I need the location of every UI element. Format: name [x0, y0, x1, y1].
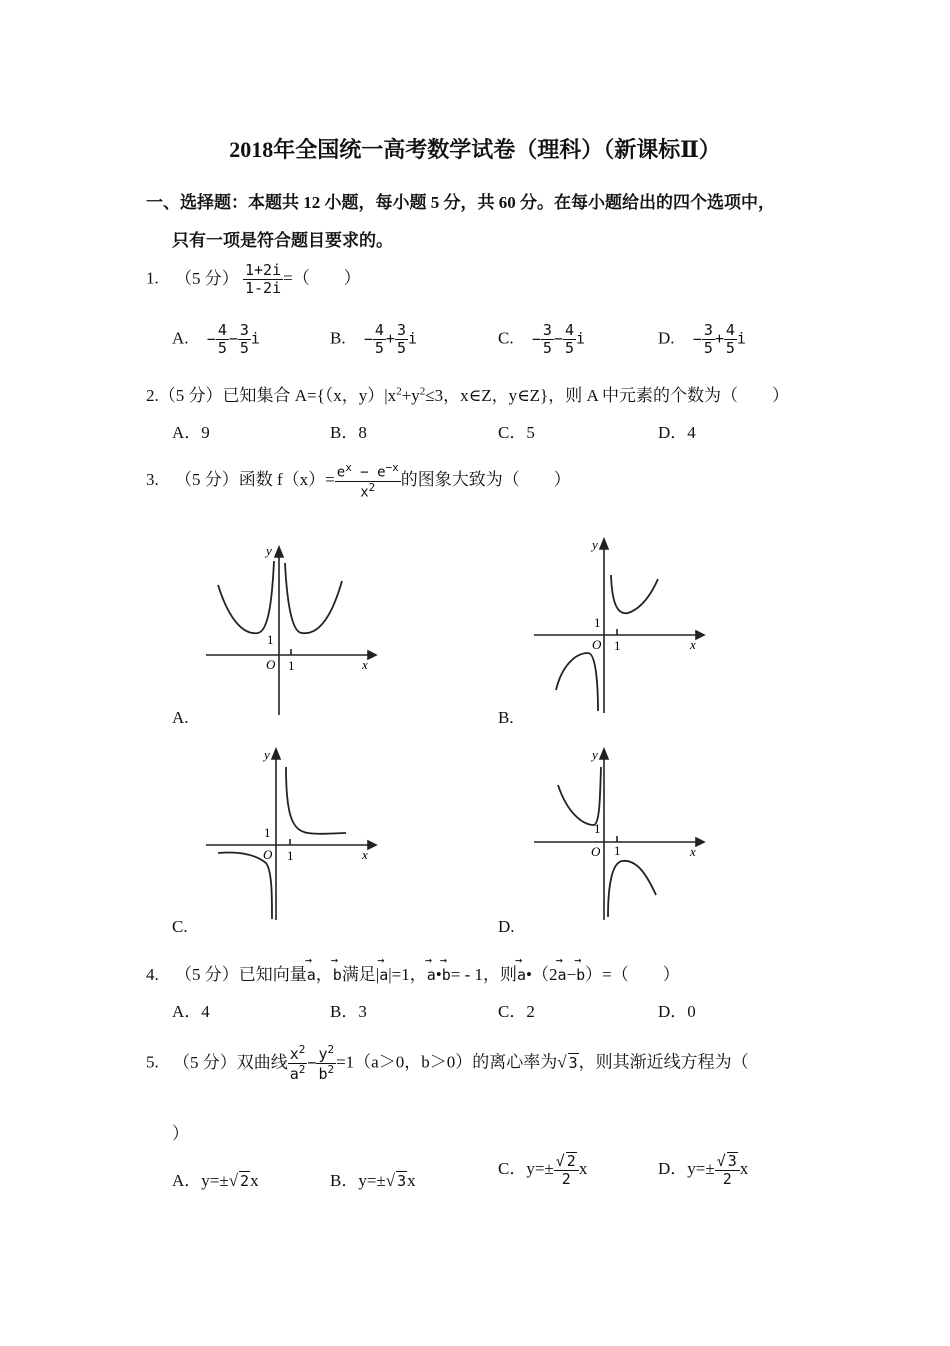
sign: − [531, 329, 541, 348]
fraction [216, 322, 229, 358]
q3-score: （5 分） [175, 470, 239, 490]
tick-y-1: 1 [594, 615, 601, 630]
option-label: C. [498, 328, 514, 348]
sign: − [692, 329, 702, 348]
vector-a: → a [558, 966, 567, 984]
origin-label: O [266, 657, 276, 672]
vector-a: → a [307, 966, 316, 984]
q3-tail: 的图象大致为（ ） [400, 470, 571, 490]
numerator: 3 [703, 321, 713, 339]
exponent: 2 [298, 1043, 306, 1056]
vector-b: → b [576, 966, 585, 984]
expr: y=± [358, 1171, 386, 1190]
graph-c[interactable] [200, 745, 380, 925]
q2-option-a[interactable]: A．9 [172, 423, 210, 442]
minus: − [566, 965, 577, 984]
q3-lead: 函数 f（x）= [238, 470, 335, 490]
denominator: 5 [374, 339, 384, 358]
y-axis-arrow [272, 749, 280, 759]
question-3 [146, 462, 571, 501]
curve-left [558, 767, 601, 825]
q2-sup: 2 [419, 385, 426, 398]
radicand: 3 [397, 1172, 407, 1190]
x-axis-arrow [368, 841, 376, 849]
origin-label: O [592, 637, 602, 652]
vector-a: → a [427, 966, 436, 984]
q2-text: ≤3，x∈Z，y∈Z}，则 A 中元素的个数为（ ） [425, 386, 790, 405]
denominator: 5 [396, 339, 406, 358]
exponent: 2 [327, 1043, 335, 1056]
graph-c-label: C. [172, 917, 188, 936]
vector-a: → a [379, 966, 388, 984]
option-label: B． [330, 1171, 359, 1190]
numerator: 3 [542, 321, 552, 339]
option-label: D. [658, 328, 675, 348]
x-axis-arrow [696, 838, 704, 846]
exponent: −x [385, 461, 399, 474]
y-axis-arrow [600, 539, 608, 549]
q3-numerator [335, 462, 401, 482]
numerator [288, 1044, 308, 1064]
numerator: 4 [725, 321, 735, 339]
sqrt-sign: √ [557, 1052, 567, 1072]
curve-right [608, 861, 656, 917]
fraction [563, 322, 576, 358]
q4-option-c[interactable]: C．2 [498, 1002, 535, 1021]
curve-right [286, 767, 346, 834]
y-axis-arrow [275, 547, 283, 557]
q2-option-d[interactable]: D．4 [658, 423, 696, 442]
tick-x-1: 1 [287, 848, 294, 863]
q1-numerator: 1+2i [245, 261, 282, 279]
fraction-y2-b2 [316, 1044, 336, 1084]
q2-text: 2.（5 分）已知集合 A={（x，y）|x [146, 386, 397, 405]
tick-x-1: 1 [614, 638, 621, 653]
numerator: 4 [374, 321, 384, 339]
q1-option-b[interactable] [330, 322, 417, 358]
q5-option-c[interactable] [498, 1152, 587, 1189]
q1-tail: =（ ） [283, 268, 361, 288]
q1-option-c[interactable] [498, 322, 585, 358]
q5-option-b[interactable] [330, 1166, 416, 1191]
curve-left [218, 561, 274, 633]
fraction [541, 322, 554, 358]
curve-left [556, 653, 598, 711]
b: b [318, 1065, 328, 1084]
numerator: 3 [396, 321, 406, 339]
q1-option-a[interactable] [172, 322, 260, 358]
imag-unit: i [407, 329, 417, 348]
fraction [238, 322, 251, 358]
origin-label: O [591, 844, 601, 859]
denominator: 5 [217, 339, 227, 358]
sign: − [206, 329, 216, 348]
expr: x [250, 1171, 259, 1190]
radicand: 3 [727, 1152, 737, 1170]
q4-text: 满足| [341, 965, 380, 984]
y-axis-arrow [600, 749, 608, 759]
tick-y-1: 1 [264, 825, 271, 840]
q4-text: ， [315, 965, 333, 984]
tick-y-1: 1 [594, 821, 601, 836]
curve-right [285, 563, 342, 633]
curve-right [611, 575, 658, 613]
expr: x [407, 1171, 416, 1190]
y-label: y [592, 747, 598, 762]
x-axis-arrow [368, 651, 376, 659]
x-base: x [360, 484, 369, 501]
expr: x [578, 1159, 588, 1179]
x-label: x [690, 844, 696, 859]
operator: + [385, 329, 395, 348]
numerator: 4 [217, 321, 227, 339]
denominator: 5 [703, 339, 713, 358]
sqrt-sign: √ [385, 1171, 396, 1190]
graph-b[interactable] [528, 535, 708, 715]
option-label: B. [330, 328, 346, 348]
radicand: 2 [566, 1152, 576, 1170]
option-label: C． [498, 1159, 527, 1179]
fraction [715, 1152, 740, 1189]
sqrt-sign: √ [228, 1171, 239, 1190]
q2-text: +y [401, 386, 420, 405]
exponent: x [345, 461, 352, 474]
fraction [395, 322, 408, 358]
graph-d[interactable] [528, 745, 708, 925]
tick-y-1: 1 [267, 632, 274, 647]
curve-left [218, 852, 272, 919]
q5-option-d[interactable] [658, 1152, 748, 1189]
radicand: 2 [240, 1172, 250, 1190]
numerator: √ 3 [715, 1152, 740, 1171]
question-1 [146, 262, 361, 298]
dot-operator: • [435, 965, 442, 984]
q5-close-paren: ） [172, 1124, 189, 1143]
graph-a[interactable] [200, 543, 380, 718]
q2-option-c[interactable]: C．5 [498, 423, 535, 442]
q5-text: =1（a＞0，b＞0）的离心率为 [336, 1052, 558, 1072]
exponent: 2 [298, 1063, 306, 1077]
operator: + [714, 329, 724, 348]
expr: x [739, 1159, 749, 1179]
q4-text: ）=（ ） [585, 965, 680, 984]
q4-text: = - 1，则 [450, 965, 518, 984]
expr: y=± [526, 1159, 554, 1179]
q1-number: 1. [146, 268, 159, 288]
denominator: 5 [239, 339, 249, 358]
x-label: x [362, 847, 368, 862]
origin-label: O [263, 847, 273, 862]
question-4 [146, 960, 680, 985]
operator: − [228, 329, 238, 348]
expr: y=± [201, 1171, 229, 1190]
option-label: A. [172, 328, 189, 348]
minus-e: − e [351, 464, 386, 481]
numerator: 4 [564, 321, 574, 339]
fraction [724, 322, 737, 358]
x-label: x [690, 637, 696, 652]
q4-text: •（2 [526, 965, 558, 984]
fraction [554, 1152, 579, 1189]
denominator: 2 [561, 1170, 571, 1189]
q4-number: 4. [146, 965, 159, 984]
q5-text: （5 分）双曲线 [173, 1052, 288, 1072]
denominator [316, 1064, 336, 1083]
section-heading-line2: 只有一项是符合题目要求的。 [172, 231, 393, 250]
denominator: 2 [722, 1170, 732, 1189]
fraction [373, 322, 386, 358]
radicand: 3 [568, 1053, 578, 1072]
a: a [289, 1065, 299, 1084]
denominator [288, 1064, 308, 1083]
y: y [318, 1045, 328, 1063]
exponent: 2 [327, 1063, 335, 1077]
q1-denominator: 1-2i [245, 279, 282, 298]
x: x [289, 1045, 299, 1063]
q1-option-d[interactable] [658, 322, 746, 358]
question-5 [146, 1044, 749, 1084]
imag-unit: i [736, 329, 746, 348]
denominator: 5 [564, 339, 574, 358]
e-base: e [336, 464, 346, 481]
graph-a-label: A. [172, 708, 189, 727]
q3-fraction [335, 462, 401, 501]
x-label: x [362, 657, 368, 672]
fraction [702, 322, 715, 358]
question-2 [146, 381, 789, 406]
graph-d-label: D. [498, 917, 515, 936]
denominator: 5 [725, 339, 735, 358]
q1-fraction [243, 262, 283, 298]
operator: − [553, 329, 563, 348]
q4-text: （5 分）已知向量 [175, 965, 307, 984]
graph-b-label: B. [498, 708, 514, 727]
vector-a: → a [517, 966, 526, 984]
q1-score: （5 分） [175, 268, 239, 288]
q5-number: 5. [146, 1052, 159, 1072]
exponent: 2 [368, 480, 376, 494]
tick-x-1: 1 [288, 658, 295, 673]
q3-denominator [358, 482, 377, 501]
q4-option-b[interactable]: B．3 [330, 1002, 367, 1021]
q5-option-a[interactable] [172, 1166, 259, 1191]
q4-option-d[interactable]: D．0 [658, 1002, 696, 1021]
minus: − [307, 1053, 317, 1072]
q5-text: ，则其渐近线方程为（ [578, 1052, 749, 1072]
numerator [316, 1044, 336, 1064]
option-label: A． [172, 1171, 202, 1190]
fraction-x2-a2 [288, 1044, 308, 1084]
expr: y=± [687, 1159, 715, 1179]
x-axis-arrow [696, 631, 704, 639]
page-title: 2018年全国统一高考数学试卷（理科）（新课标Ⅱ） [229, 137, 721, 162]
imag-unit: i [575, 329, 585, 348]
denominator: 5 [542, 339, 552, 358]
sign: − [363, 329, 373, 348]
tick-x-1: 1 [614, 843, 621, 858]
q2-sup: 2 [396, 385, 402, 398]
q4-text: |=1， [388, 965, 427, 984]
vector-b: → b [442, 966, 451, 984]
q3-number: 3. [146, 470, 159, 490]
y-label: y [266, 543, 272, 558]
q4-option-a[interactable]: A．4 [172, 1002, 210, 1021]
q2-option-b[interactable]: B．8 [330, 423, 367, 442]
section-heading-line1: 一、选择题：本题共 12 小题，每小题 5 分，共 60 分。在每小题给出的四个选项中， [146, 193, 775, 212]
vector-b: → b [333, 966, 342, 984]
y-label: y [592, 537, 598, 552]
numerator: 3 [239, 321, 249, 339]
option-label: D． [658, 1159, 688, 1179]
imag-unit: i [250, 329, 260, 348]
y-label: y [264, 747, 270, 762]
numerator: √ 2 [554, 1152, 579, 1171]
